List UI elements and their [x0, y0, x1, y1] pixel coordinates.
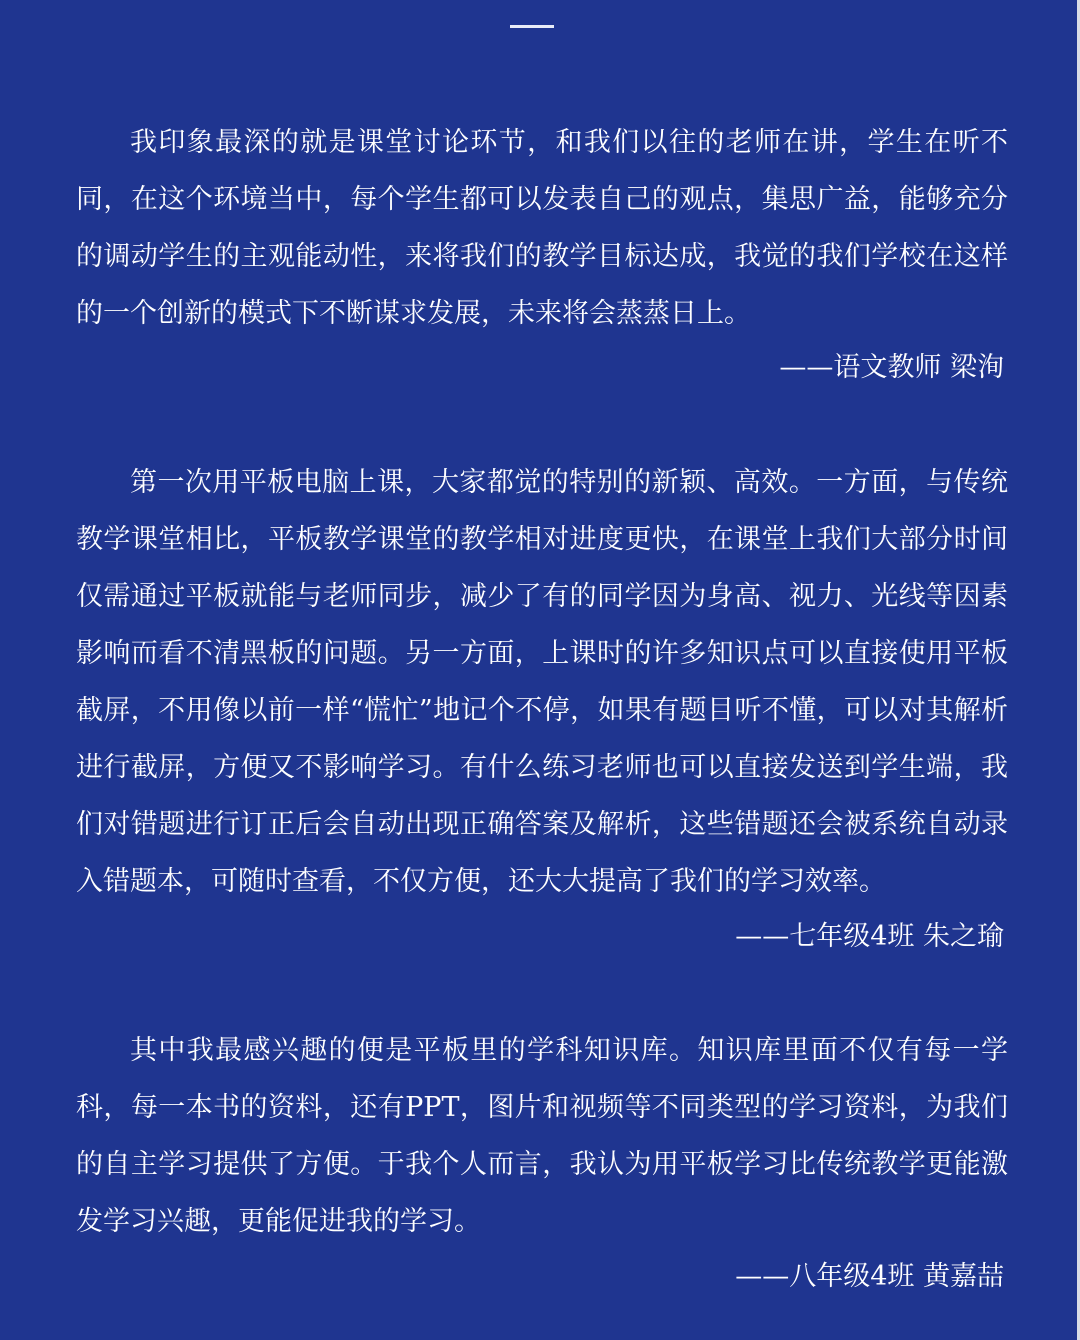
testimonial-text-grade7: 第一次用平板电脑上课，大家都觉的特别的新颖、高效。一方面，与传统教学课堂相比，平板教学课堂的教学相对进度更快，在课堂上我们大部分时间仅需通过平板就能与老师同步，减少了有的同学因为身高、视力、光线等因素影响而看不清黑板的问题。另一方面，上课时的许多知识点可以直接使用平板截屏，不用像以前一样“慌忙”地记个不停，如果有题目听不懂，可以对其解析进行截屏，方便又不影响学习。有什么练习老师也可以直接发送到学生端，我们对错题进行订正后会自动出现正确答案及解析，这些错题还会被系统自动录入错题本，可随时查看，不仅方便，还大大提高了我们的学习效率。 [76, 467, 1008, 897]
testimonial-text-teacher: 我印象最深的就是课堂讨论环节，和我们以往的老师在讲，学生在听不同，在这个环境当中，每个学生都可以发表自己的观点，集思广益，能够充分的调动学生的主观能动性，来将我们的教学目标达成，我觉的我们学校在这样的一个创新的模式下不断谋求发展，未来将会蒸蒸日上。 [76, 127, 1008, 329]
testimonial-text-grade8: 其中我最感兴趣的便是平板里的学科知识库。知识库里面不仅有每一学科，每一本书的资料，还有PPT，图片和视频等不同类型的学习资料，为我们的自主学习提供了方便。于我个人而言，我认为用平板学习比传统教学更能激发学习兴趣，更能促进我的学习。 [76, 1035, 1008, 1237]
top-divider [510, 25, 554, 28]
testimonial-signature-grade8: ——八年级4班 黄嘉喆 [735, 1261, 1004, 1292]
testimonial-signature-teacher: ——语文教师 梁洵 [779, 352, 1004, 383]
testimonial-signature-grade7: ——七年级4班 朱之瑜 [735, 921, 1004, 952]
